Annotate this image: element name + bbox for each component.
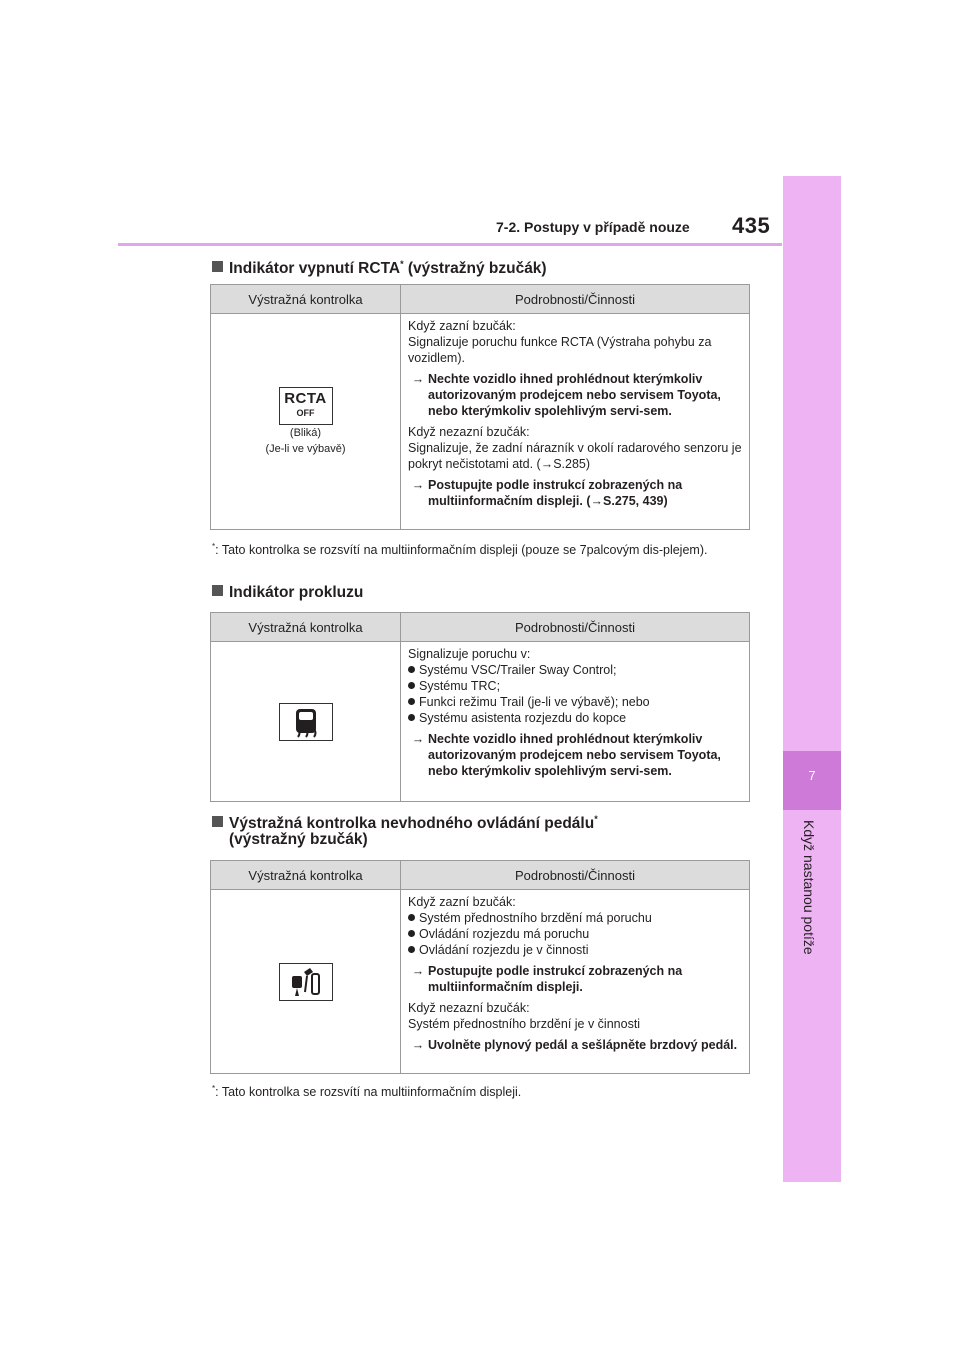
slip-indicator-icon [279,703,333,741]
section-title-slip: Indikátor prokluzu [212,581,363,605]
header-divider [118,243,782,246]
warning-table-slip [210,612,750,802]
section-heading: 7-2. Postupy v případě nouze [496,219,690,235]
bullet-icon [408,714,415,721]
bullet-icon [408,914,415,921]
section-title-rcta: Indikátor vypnutí RCTA* (výstražný bzučák) [212,252,547,281]
detail-cell: Když zazní bzučák: Systém přednostního brzdění má poruchu Ovládání rozjezdu má poruchu Ovládání rozjezdu je v činnosti → Postupujte podle instrukcí zobrazených na multiinformačním displeji. Když nezazní bzučák: Systém přednostního brzdění je v činnosti → Uvolněte plynový pedál a sešlápněte brzdový pedál. [401,890,750,1074]
table-header-light: Výstražná kontrolka [211,285,401,314]
square-bullet-icon [212,261,223,272]
bullet-icon [408,930,415,937]
arrow-icon: → [411,964,425,978]
bullet-icon [408,666,415,673]
list-item: Systému VSC/Trailer Sway Control; [408,662,742,678]
icon-cell [211,642,401,802]
detail-cell: Když zazní bzučák: Signalizuje poruchu funkce RCTA (Výstraha pohybu za vozidlem). → Nechte vozidlo ihned prohlédnout kterýmkoliv autorizovaným prodejcem nebo servisem Toyota, nebo kterýmkoliv spolehlivým servi-sem. Když nezazní bzučák: Signalizuje, že zadní nárazník v okolí radarového senzoru je pokryt nečistotami atd. (→S.285) → Postupujte podle instrukcí zobrazených na multiinformačním displeji. (→S.275, 439) [401,314,750,530]
square-bullet-icon [212,585,223,596]
icon-caption: (Bliká) [289,426,322,439]
list-item: Funkci režimu Trail (je-li ve výbavě); nebo [408,694,742,710]
section-title-pedal: Výstražná kontrolka nevhodného ovládání pedálu* [212,807,598,836]
action-item: → Postupujte podle instrukcí zobrazených na multiinformačním displeji. (→S.275, 439) [408,477,742,509]
bullet-icon [408,946,415,953]
list-item: Systému asistenta rozjezdu do kopce [408,710,742,726]
bullet-icon [408,682,415,689]
warning-table-pedal [210,860,750,1074]
table-header-details: Podrobnosti/Činnosti [401,861,750,890]
chapter-label: Když nastanou potíže [801,820,817,955]
chapter-number: 7 [808,768,816,783]
arrow-icon: → [411,478,425,492]
detail-cell: Signalizuje poruchu v: Systému VSC/Trailer Sway Control; Systému TRC; Funkci režimu Trail (je-li ve výbavě); nebo Systému asistenta rozjezdu do kopce → Nechte vozidlo ihned prohlédnout kterýmkoliv autorizovaným prodejcem nebo servisem Toyota, nebo kterýmkoliv spolehlivým servi-sem. [401,642,750,802]
icon-caption: (Je-li ve výbavě) [265,442,346,455]
icon-cell [211,314,401,530]
footnote: *: Tato kontrolka se rozsvítí na multiinformačním displeji (pouze se 7palcovým dis-plejem). [212,542,708,558]
bullet-icon [408,698,415,705]
list-item: Systém přednostního brzdění má poruchu [408,910,742,926]
table-header-details: Podrobnosti/Činnosti [401,285,750,314]
arrow-icon: → [411,372,425,386]
square-bullet-icon [212,816,223,827]
action-item: → Nechte vozidlo ihned prohlédnout kterýmkoliv autorizovaným prodejcem nebo servisem Toyota, nebo kterýmkoliv spolehlivým servi-sem. [408,731,742,779]
section-title-pedal-line2: (výstražný bzučák) [229,831,368,848]
chapter-tab [783,176,841,1182]
page-number: 435 [732,213,771,238]
rcta-off-icon: RCTA OFF [279,387,333,425]
action-item: → Uvolněte plynový pedál a sešlápněte brzdový pedál. [408,1037,742,1053]
list-item: Ovládání rozjezdu má poruchu [408,926,742,942]
table-header-light: Výstražná kontrolka [211,613,401,642]
warning-table-rcta [210,284,750,530]
list-item: Ovládání rozjezdu je v činnosti [408,942,742,958]
footnote: *: Tato kontrolka se rozsvítí na multiinformačním displeji. [212,1084,522,1100]
arrow-icon: → [411,732,425,746]
pedal-warning-icon [279,963,333,1001]
table-header-details: Podrobnosti/Činnosti [401,613,750,642]
arrow-icon: → [411,1038,425,1052]
icon-cell [211,890,401,1074]
table-header-light: Výstražná kontrolka [211,861,401,890]
action-item: → Postupujte podle instrukcí zobrazených na multiinformačním displeji. [408,963,742,995]
action-item: → Nechte vozidlo ihned prohlédnout kterýmkoliv autorizovaným prodejcem nebo servisem Toyota, nebo kterýmkoliv spolehlivým servi-sem. [408,371,742,419]
list-item: Systému TRC; [408,678,742,694]
